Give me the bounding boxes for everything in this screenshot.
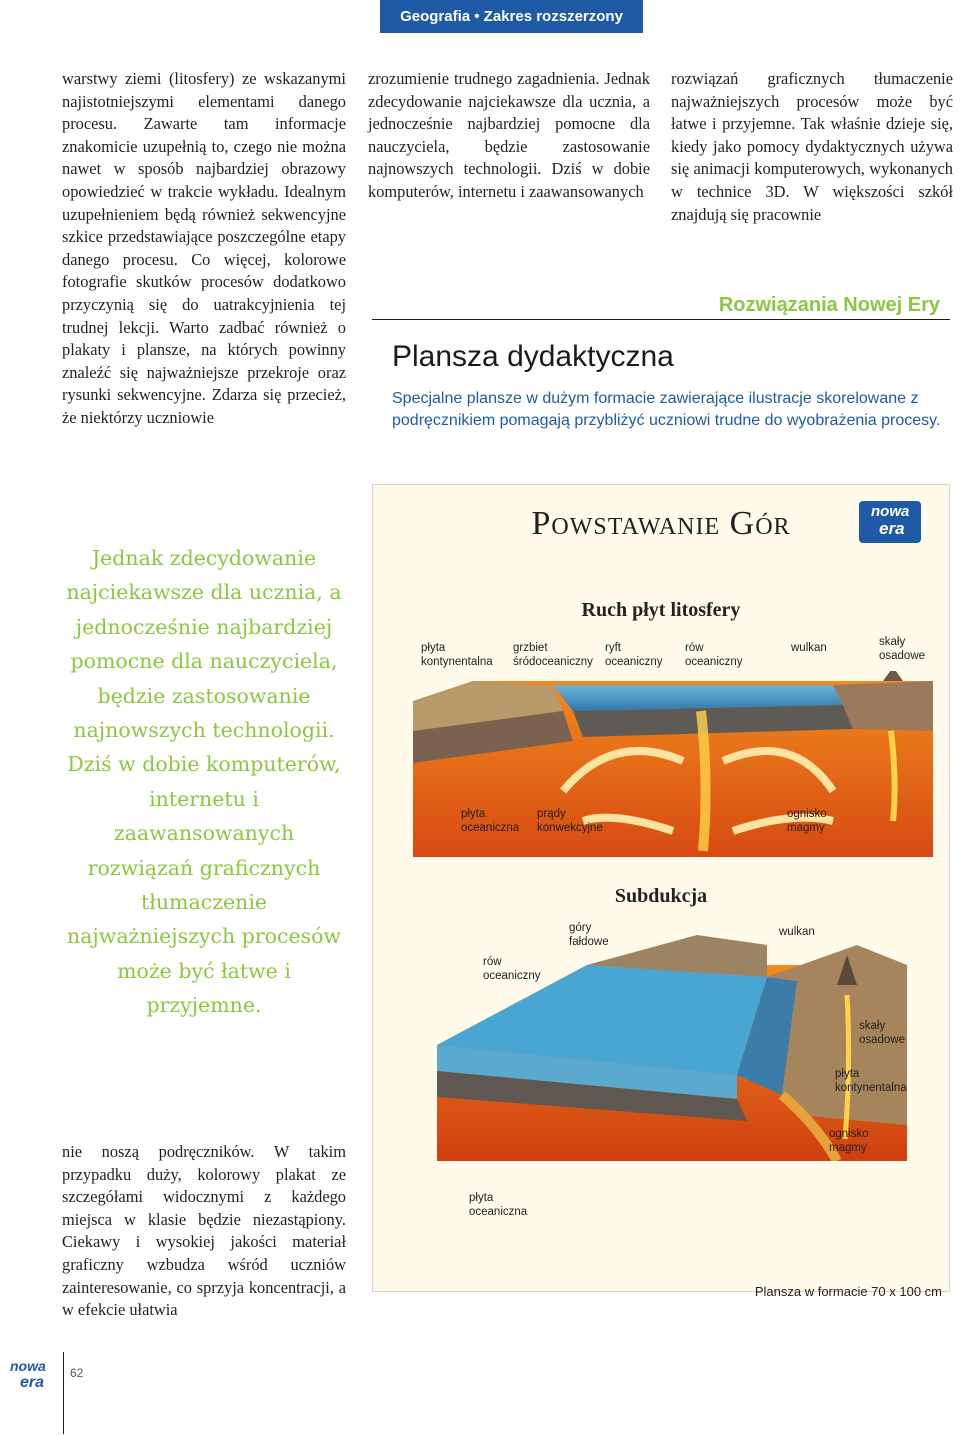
sidebar-section-label: Rozwiązania Nowej Ery — [718, 294, 940, 316]
label-sedimentary-rocks-2: skały osadowe — [859, 1020, 906, 1046]
label-ocean-trench-2: rów oceaniczny — [483, 956, 541, 982]
label-ocean-rift: ryft oceaniczny — [605, 642, 663, 668]
label-volcano-1: wulkan — [791, 642, 827, 654]
poster-image — [372, 484, 950, 1292]
article-column-2: zrozumienie trudnego zagadnienia. Jednak zdecydowanie najciekawsze dla ucznia, a jednocześnie najbardziej pomocne dla nauczyciela, będzie zastosowanie najnowszych technologii. Dziś w dobie komputerów, internetu i zaawansowanych — [368, 69, 650, 201]
label-mid-ocean-ridge: grzbiet śródoceaniczny — [513, 642, 593, 668]
sidebar-description: Specjalne plansze w dużym formacie zawierające ilustracje skorelowane z podręcznikiem pomagają przybliżyć uczniowi trudne do wyobrażenia procesy. — [392, 390, 941, 429]
pull-quote: Jednak zdecydowanie najciekawsze dla ucznia, a jednocześnie najbardziej pomocne dla nauczyciela, będzie zastosowanie najnowszych technologii. Dziś w dobie komputerów, internetu i zaawansowanych rozwiązań graficznych tłumaczenie najważniejszych procesów może być łatwe i przyjemne. — [66, 546, 342, 1018]
label-fold-mountains: góry fałdowe — [569, 922, 609, 948]
label-ocean-trench-1: rów oceaniczny — [685, 642, 743, 668]
article-column-3: rozwiązań graficznych tłumaczenie najważniejszych procesów może być łatwe i przyjemne. Tak właśnie dzieje się, kiedy jako pomocy dydaktycznych używa się animacji komputerowych, wykonanych w technice 3D. W większości szkół znajdują się pracownie — [671, 69, 953, 224]
section-title-plate-motion: Ruch płyt litosfery — [581, 599, 741, 621]
poster-caption: Plansza w formacie 70 x 100 cm — [754, 1284, 942, 1299]
label-magma-chamber-2: ognisko magmy — [829, 1128, 869, 1154]
sidebar-divider — [372, 319, 950, 320]
label-continental-plate-2: płyta kontynentalna — [835, 1068, 907, 1094]
label-oceanic-plate-1: płyta oceaniczna — [461, 808, 520, 834]
article-column-1-bottom: nie noszą podręczników. W takim przypadku duży, kolorowy plakat ze szczegółami widocznymi z każdego miejsca w klasie będzie niezastąpiony. Ciekawy i wysokiej jakości materiał graficzny wzbudza wśród uczniów zainteresowanie, co sprzyja koncentracji, a w efekcie ułatwia — [62, 1142, 346, 1320]
page-number: 62 — [70, 1366, 84, 1380]
nowa-era-logo: nowa era — [859, 501, 921, 543]
sidebar-title: Plansza dydaktyczna — [392, 340, 674, 373]
article-column-1-top: warstwy ziemi (litosfery) ze wskazanymi najistotniejszymi elementami danego procesu. Zawarte tam informacje znakomicie uzupełnią to, czego nie można nawet w sposób najbardziej obrazowy opowiedzieć w trakcie wykładu. Idealnym uzupełnieniem będą również sekwencyjne szkice przedstawiające poszczególne etapy danego procesu. Co więcej, kolorowe fotografie skutków procesów dodatkowo przyczynią się do uatrakcyjnienia tej trudnej lekcji. Warto zadbać również o plakaty i plansze, na których powinny znaleźć się najważniejsze przekroje oraz rysunki sekwencyjne. Zdarza się przecież, że niektórzy uczniowie — [62, 69, 346, 427]
poster-title: Powstawanie Gór — [531, 505, 791, 542]
label-oceanic-plate-2: płyta oceaniczna — [469, 1192, 528, 1218]
nowa-era-footer-logo: nowa era — [10, 1358, 46, 1391]
label-sedimentary-rocks-1: skały osadowe — [879, 636, 926, 662]
label-continental-plate-1: płyta kontynentalna — [421, 642, 493, 668]
section-header-label: Geografia • Zakres rozszerzony — [400, 8, 623, 25]
footer-divider — [63, 1352, 64, 1434]
label-convection-currents: prądy konwekcyjne — [537, 808, 603, 834]
section-title-subduction: Subdukcja — [614, 885, 708, 907]
label-magma-chamber-1: ognisko magmy — [787, 808, 827, 834]
label-volcano-2: wulkan — [779, 926, 815, 938]
section-header-bar — [380, 0, 643, 33]
